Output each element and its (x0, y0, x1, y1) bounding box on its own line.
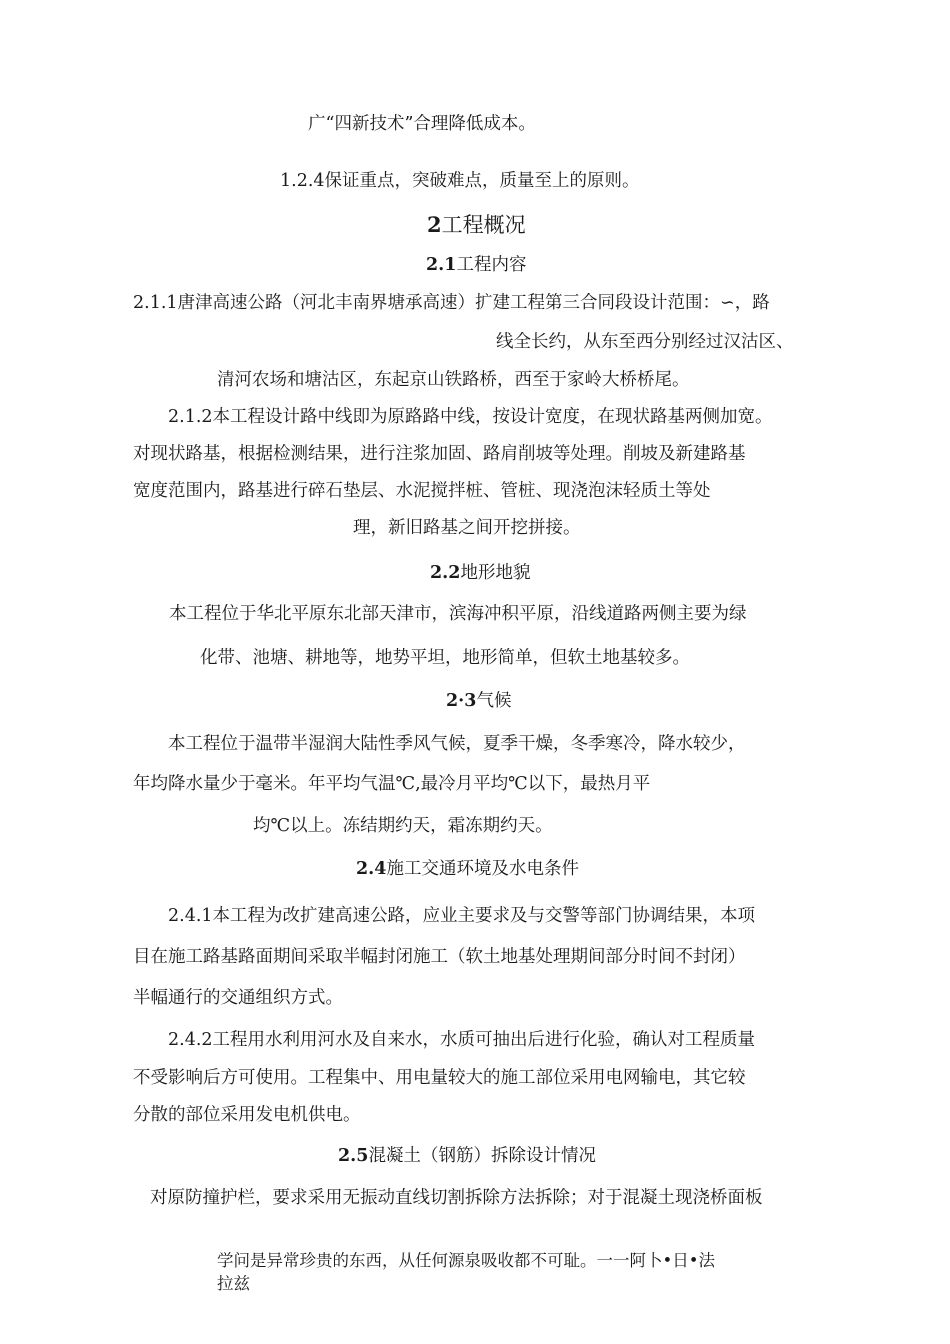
text-line: 分散的部位采用发电机供电。 (133, 1105, 361, 1125)
text-line: 2.4.2工程用水利用河水及自来水，水质可抽出后进行化验，确认对工程质量 (168, 1030, 756, 1050)
text-line: 1.2.4保证重点，突破难点，质量至上的原则。 (280, 171, 640, 191)
text-line: 清河农场和塘沽区，东起京山铁路桥，西至于家岭大桥桥尾。 (217, 370, 690, 390)
text-line: 线全长约，从东至西分别经过汉沽区、 (496, 332, 794, 352)
text-line: 半幅通行的交通组织方式。 (133, 988, 343, 1008)
text-line: 广“四新技术”合理降低成本。 (308, 114, 536, 134)
subsection-heading: 2.4施工交通环境及水电条件 (356, 859, 579, 879)
subsection-heading: 2.1工程内容 (426, 255, 527, 275)
text-line: 年均降水量少于毫米。年平均气温℃,最冷月平均℃以下，最热月平 (133, 774, 651, 794)
text-line: 本工程位于温带半湿润大陆性季风气候，夏季干燥，冬季寒冷，降水较少， (168, 734, 746, 754)
text-line: 目在施工路基路面期间采取半幅封闭施工（软土地基处理期间部分时间不封闭） (133, 947, 746, 967)
text-line: 宽度范围内，路基进行碎石垫层、水泥搅拌桩、管桩、现浇泡沫轻质土等处 (133, 481, 711, 501)
text-line: 本工程位于华北平原东北部天津市，滨海冲积平原，沿线道路两侧主要为绿 (169, 604, 747, 624)
text-line: 2.1.1唐津高速公路（河北丰南界塘承高速）扩建工程第三合同段设计范围：∽，路 (133, 293, 770, 313)
subsection-heading: 2.5混凝土（钢筋）拆除设计情况 (338, 1146, 596, 1166)
text-line: 2.1.2本工程设计路中线即为原路路中线，按设计宽度，在现状路基两侧加宽。 (168, 407, 773, 427)
text-line: 均℃以上。冻结期约天，霜冻期约天。 (253, 816, 553, 836)
footer-quote-cont: 拉兹 (217, 1274, 250, 1293)
subsection-heading: 2·3气候 (446, 691, 512, 711)
text-line: 对原防撞护栏，要求采用无振动直线切割拆除方法拆除；对于混凝土现浇桥面板 (150, 1188, 763, 1208)
text-line: 不受影响后方可使用。工程集中、用电量较大的施工部位采用电网输电，其它较 (133, 1068, 746, 1088)
section-heading: 2工程概况 (427, 212, 526, 237)
subsection-heading: 2.2地形地貌 (430, 563, 531, 583)
text-line: 理，新旧路基之间开挖拼接。 (353, 518, 581, 538)
text-line: 2.4.1本工程为改扩建高速公路，应业主要求及与交警等部门协调结果，本项 (168, 906, 756, 926)
text-line: 化带、池塘、耕地等，地势平坦，地形简单，但软土地基较多。 (200, 648, 690, 668)
footer-quote: 学问是异常珍贵的东西，从任何源泉吸收都不可耻。一一阿卜•日•法 (217, 1251, 715, 1270)
text-line: 对现状路基，根据检测结果，进行注浆加固、路肩削坡等处理。削坡及新建路基 (133, 444, 746, 464)
